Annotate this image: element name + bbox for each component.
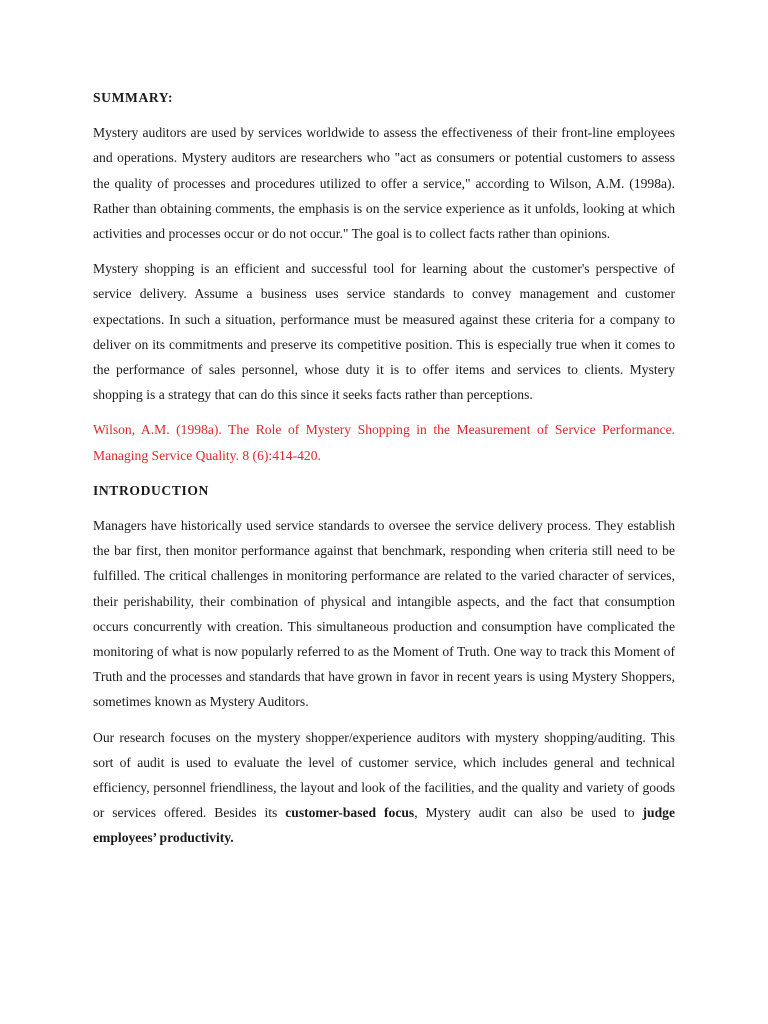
summary-paragraph-2: Mystery shopping is an efficient and successful tool for learning about the customer's perspective of service delivery. Assume a business uses service standards to convey management and customer expectations. In such a situation, performance must be measured against these criteria for a company to deliver on its commitments and preserve its competitive position. This is especially true when it comes to the performance of sales personnel, whose duty it is to offer items and services to clients. Mystery shopping is a strategy that can do this since it seeks facts rather than perceptions. [93, 261, 675, 403]
introduction-paragraph-1: Managers have historically used service standards to oversee the service delivery process. They establish the bar first, then monitor performance against that benchmark, responding when criteria still need to be fulfilled. The critical challenges in monitoring performance are related to the varied character of services, their perishability, their combination of physical and intangible aspects, and the fact that consumption occurs concurrently with creation. This simultaneous production and consumption have complicated the monitoring of what is now popularly referred to as the Moment of Truth. One way to track this Moment of Truth and the processes and standards that have grown in favor in recent years is using Mystery Shoppers, sometimes known as Mystery Auditors. [93, 518, 675, 710]
summary-paragraph-1: Mystery auditors are used by services worldwide to assess the effectiveness of their front-line employees and operations. Mystery auditors are researchers who "act as consumers or potential customers to assess the quality of processes and procedures utilized to offer a service," according to Wilson, A.M. (1998a). Rather than obtaining comments, the emphasis is on the service experience as it unfolds, looking at which activities and processes occur or do not occur." The goal is to collect facts rather than opinions. [93, 125, 675, 242]
intro-para2-text-2: , Mystery audit can also be used to [414, 805, 643, 821]
customer-based-focus-emphasis: customer-based focus [285, 805, 415, 821]
employee-productivity-emphasis: judge employees’ productivity. [93, 805, 676, 846]
introduction-paragraph-2 [93, 725, 675, 851]
introduction-heading: INTRODUCTION [93, 482, 209, 498]
reference-citation: Wilson, A.M. (1998a). The Role of Mystery Shopping in the Measurement of Service Performance. Managing Service Quality. 8 (6):414-420. [93, 422, 675, 463]
summary-heading: SUMMARY: [93, 90, 174, 105]
intro-para2-text-1: Our research focuses on the mystery shopper/experience auditors with mystery shopping/auditing. This sort of audit is used to evaluate the level of customer service, which includes general and technical efficiency, personnel friendliness, the layout and look of the facilities, and the quality and variety of goods or services offered. Besides its [93, 729, 675, 821]
document-page [93, 85, 675, 861]
